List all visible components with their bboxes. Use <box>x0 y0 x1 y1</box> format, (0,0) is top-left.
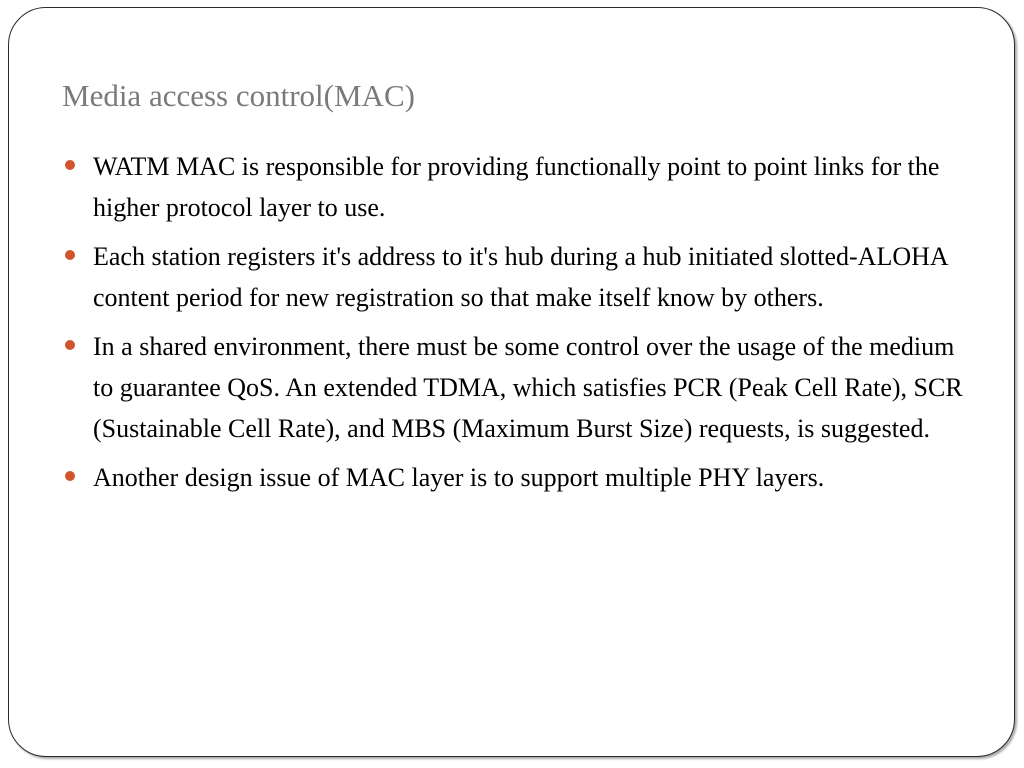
slide-title: Media access control(MAC) <box>62 78 415 113</box>
bullet-item <box>62 236 967 318</box>
bullet-text: Another design issue of MAC layer is to support multiple PHY layers. <box>93 463 825 492</box>
bullet-dot-icon <box>65 250 75 260</box>
bullet-text: WATM MAC is responsible for providing functionally point to point links for the higher protocol layer to use. <box>93 152 940 222</box>
bullet-dot-icon <box>65 340 75 350</box>
bullet-text: Each station registers it's address to it's hub during a hub initiated slotted-ALOHA content period for new registration so that make itself know by others. <box>93 242 948 312</box>
bullet-item <box>62 326 967 449</box>
bullet-list <box>62 146 967 506</box>
bullet-item <box>62 146 967 228</box>
bullet-dot-icon <box>65 160 75 170</box>
bullet-item <box>62 457 967 498</box>
bullet-text: In a shared environment, there must be some control over the usage of the medium to guarantee QoS. An extended TDMA, which satisfies PCR (Peak Cell Rate), SCR (Sustainable Cell Rate), and MBS (Maximum Burst Size) requests, is suggested. <box>93 332 963 443</box>
bullet-dot-icon <box>65 471 75 481</box>
